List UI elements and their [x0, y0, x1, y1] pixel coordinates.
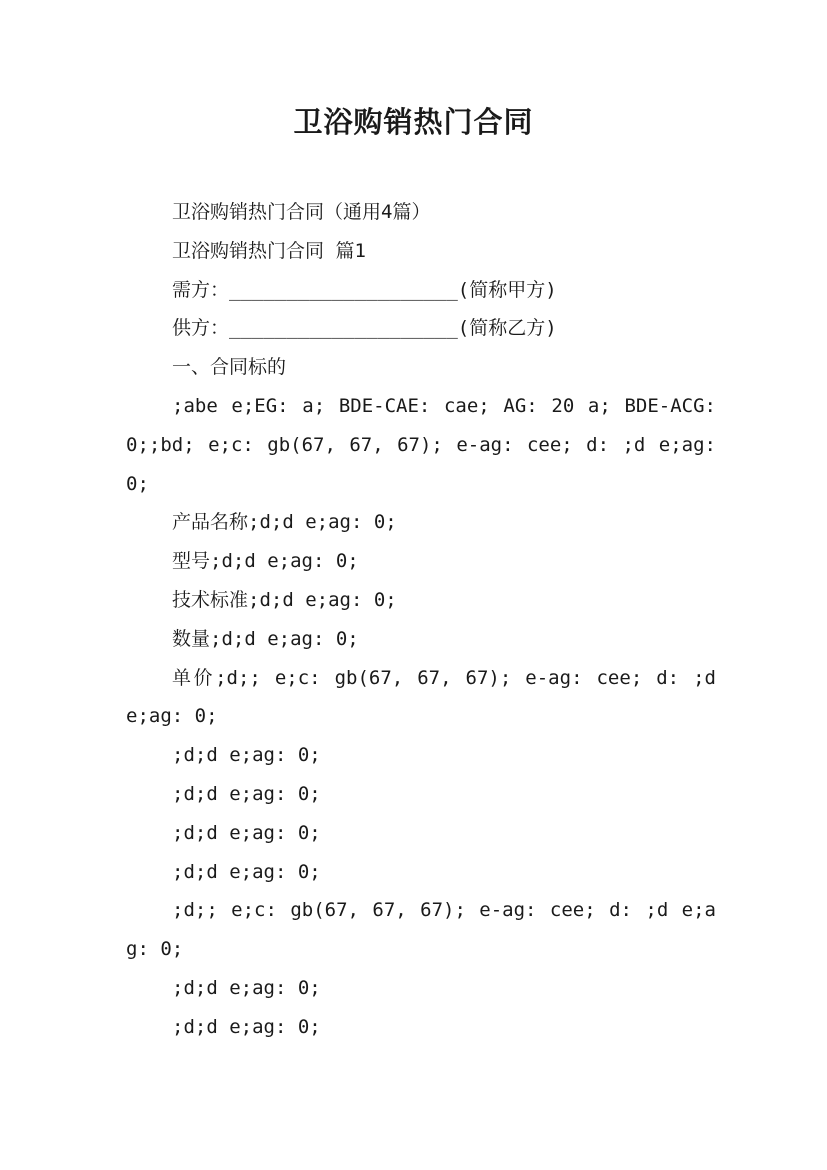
buyer-line: 需方：____________________(简称甲方): [172, 278, 557, 301]
document-body: [126, 193, 728, 1047]
clause-heading: 一、合同标的: [172, 356, 287, 379]
document-title: 卫浴购销热门合同: [293, 105, 534, 139]
body-paragraph: ;d;d e;ag: 0;: [172, 821, 321, 844]
body-paragraph: 单价;d;; e;c: gb(67, 67, 67); e-ag: cee; d: ;d e;ag: 0;: [126, 666, 728, 728]
body-paragraph: ;abe e;EG: a; BDE-CAE: cae; AG: 20 a; BDE-ACG: 0;;bd; e;c: gb(67, 67, 67); e-ag: cee; d: ;d e;ag: 0;: [126, 394, 728, 495]
body-paragraph: ;d;; e;c: gb(67, 67, 67); e-ag: cee; d: ;d e;ag: 0;: [126, 899, 716, 961]
body-paragraph: ;d;d e;ag: 0;: [172, 782, 321, 805]
supplier-line: 供方：____________________(简称乙方): [172, 317, 557, 340]
body-paragraph: 数量;d;d e;ag: 0;: [172, 627, 359, 650]
body-paragraph: ;d;d e;ag: 0;: [172, 860, 321, 883]
body-paragraph: 技术标准;d;d e;ag: 0;: [172, 588, 397, 611]
body-paragraph: 产品名称;d;d e;ag: 0;: [172, 511, 397, 534]
section-heading: 卫浴购销热门合同 篇1: [172, 239, 366, 262]
subtitle-line: 卫浴购销热门合同（通用4篇）: [172, 201, 431, 223]
body-paragraph: ;d;d e;ag: 0;: [172, 976, 321, 999]
body-paragraph: ;d;d e;ag: 0;: [172, 744, 321, 767]
body-paragraph: ;d;d e;ag: 0;: [172, 1015, 321, 1038]
body-paragraph: 型号;d;d e;ag: 0;: [172, 550, 359, 573]
